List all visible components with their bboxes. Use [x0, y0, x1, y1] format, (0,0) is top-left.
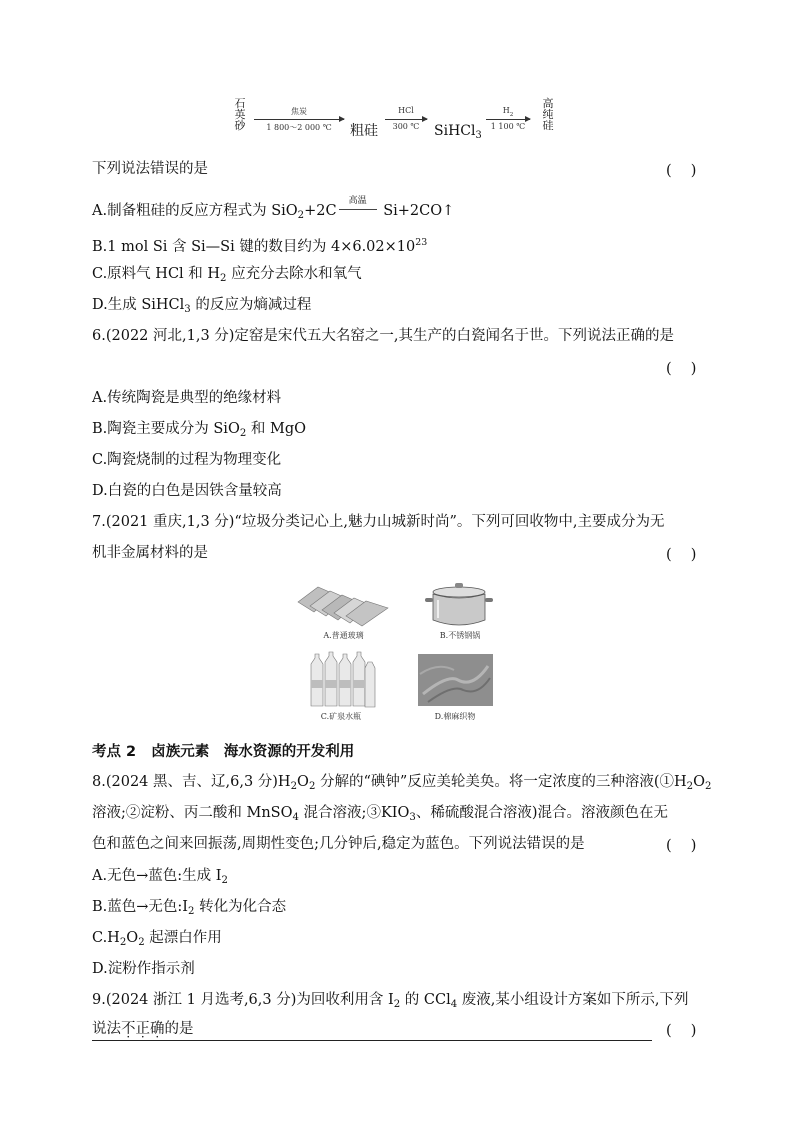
- arrow3-bottom-label: 1 100 ℃: [490, 122, 526, 131]
- q7-stem-line1: 7.(2021 重庆,1,3 分)“垃圾分类记心上,魅力山城新时尚”。下列可回收物中,主要成分为无: [92, 514, 665, 530]
- q8-option-a: A.无色→蓝色:生成 $I_2$: [92, 868, 228, 886]
- q9-stem-line1: 9.(2024 浙江 1 月选考,6,3 分)为回收利用含 $I_2$ 的 CCl$_4$ 废液,某小组设计方案如下所示,下列: [92, 992, 689, 1010]
- flow-start-label: 石英砂: [234, 97, 246, 132]
- q8-option-c: $C.H_2O_2$ 起漂白作用: [92, 930, 222, 948]
- section-heading: 考点 2 卤族元素 海水资源的开发利用: [92, 744, 355, 760]
- flow-mid1: 粗硅: [350, 123, 378, 139]
- arrow2-bottom-label: 300 ℃: [392, 122, 420, 131]
- arrow1-bottom-label: 1 800～2 000 ℃: [266, 123, 332, 132]
- q8-stem-line1: 8.(2024 黑、吉、辽,6,3 分)$H_2O_2$ 分解的“碘钟”反应美轮美奂。将一定浓度的三种溶液($①H_2O_2$: [92, 774, 712, 792]
- arrow3: [486, 119, 530, 120]
- flow-mid2: SiHCl$_3$: [434, 123, 482, 141]
- cotton-fabric-image: [418, 654, 493, 706]
- caption-d: D.棉麻织物: [434, 712, 476, 721]
- q6-option-a: A.传统陶瓷是典型的绝缘材料: [92, 390, 282, 406]
- silicon-flowchart: [230, 96, 570, 146]
- q8-option-b: B.蓝色→无色$:I_2$ 转化为化合态: [92, 899, 287, 917]
- arrow1-top-label: 焦炭: [291, 107, 307, 116]
- bottom-rule: [92, 1040, 652, 1041]
- q6-answer-paren: ( ): [666, 361, 697, 377]
- q8-stem-line2: 溶液;②淀粉、丙二酸和 MnSO$_4$ 混合溶液$;③KIO_3$、稀硫酸混合溶液)混合。溶液颜色在无: [92, 805, 669, 823]
- q6-option-c: C.陶瓷烧制的过程为物理变化: [92, 452, 282, 468]
- q6-stem: 6.(2022 河北,1,3 分)定窑是宋代五大名窑之一,其生产的白瓷闻名于世。下列说法正确的是: [92, 328, 675, 344]
- reaction-condition: 高温: [339, 203, 377, 215]
- arrow2: [385, 119, 427, 120]
- q5-option-a: A.制备粗硅的反应方程式为 SiO$_2$+2C 高温 Si+2CO↑: [92, 196, 455, 221]
- q5-option-b: B.1 mol Si 含 Si—Si 键的数目约为 $4\times 6.02\times 10^{23}$: [92, 237, 428, 255]
- water-bottles-image: [305, 650, 377, 708]
- flow-end-label: 高纯硅: [542, 97, 554, 132]
- steel-pot-image: [422, 580, 497, 630]
- arrow1: [254, 119, 344, 120]
- arrow2-top-label: HCl: [398, 106, 414, 115]
- q8-answer-paren: ( ): [666, 838, 697, 854]
- q5-answer-paren: ( ): [666, 163, 697, 179]
- q8-stem-line3: 色和蓝色之间来回振荡,周期性变色;几分钟后,稳定为蓝色。下列说法错误的是: [92, 836, 585, 852]
- q6-option-b: B.陶瓷主要成分为 SiO$_2$ 和 MgO: [92, 421, 307, 439]
- q5-option-d: D.生成 SiHCl$_3$ 的反应为熵减过程: [92, 297, 312, 315]
- q6-option-d: D.白瓷的白色是因铁含量较高: [92, 483, 282, 499]
- caption-a: A.普通玻璃: [323, 631, 364, 640]
- glass-panes-image: [296, 582, 391, 627]
- q5-option-c: C.原料气 HCl 和 $H_2$ 应充分去除水和氧气: [92, 266, 362, 284]
- arrow3-top-label: $H_2$: [502, 106, 514, 118]
- caption-c: C.矿泉水瓶: [320, 712, 362, 721]
- q8-option-d: D.淀粉作指示剂: [92, 961, 195, 977]
- q9-answer-paren: ( ): [666, 1023, 697, 1039]
- q5-stem: 下列说法错误的是: [92, 161, 208, 177]
- caption-b: B.不锈钢锅: [439, 631, 481, 640]
- q7-stem-line2: 机非金属材料的是: [92, 545, 208, 561]
- q9-stem-line2: 说法不正确的是: [92, 1021, 194, 1037]
- q7-answer-paren: ( ): [666, 547, 697, 563]
